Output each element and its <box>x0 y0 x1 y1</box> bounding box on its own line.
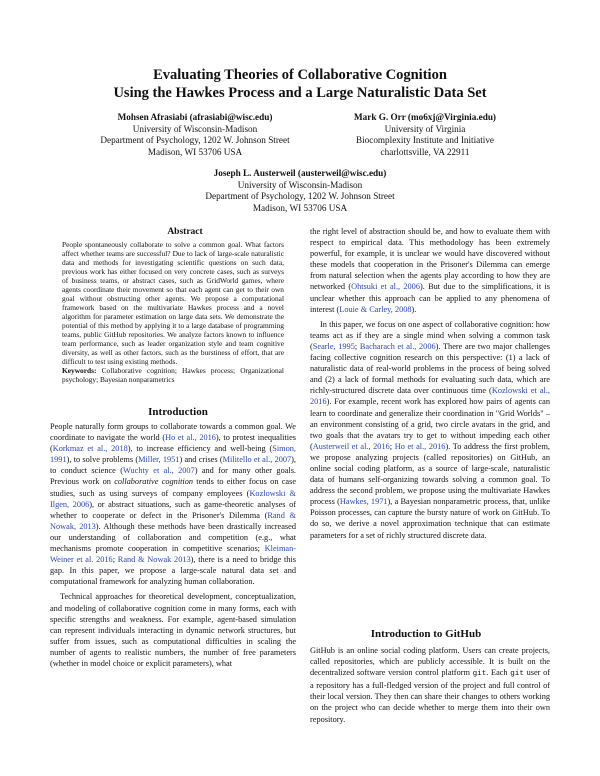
citation-link[interactable]: Louie & Carley, 2008 <box>339 304 412 314</box>
author-affiliation: University of Wisconsin-Madison <box>132 123 258 134</box>
citation-link[interactable]: Kozlowski & Ilgen, 2006 <box>50 488 297 509</box>
author-affiliation: University of Wisconsin-Madison <box>237 179 363 190</box>
citation-link[interactable]: Bacharach et al., 2006 <box>359 341 436 351</box>
citation-link[interactable]: Hawkes, 1971 <box>339 497 388 507</box>
code-term: git <box>510 670 524 679</box>
citation-link[interactable]: Ohtsuki et al., 2006 <box>351 282 420 292</box>
author-affiliation: Biocomplexity Institute and Initiative <box>355 135 495 146</box>
citation-link[interactable]: Korkmaz et al., 2018 <box>52 444 128 454</box>
author-name: Joseph L. Austerweil (austerweil@wisc.edu) <box>213 168 387 178</box>
citation-link[interactable]: Ho et al., 2016 <box>394 441 446 451</box>
title-line-2: Using the Hawkes Process and a Large Naturalistic Data Set <box>113 85 487 101</box>
author-affiliation: Madison, WI 53706 USA <box>147 146 243 157</box>
section-heading-introduction: Introduction <box>148 406 208 418</box>
intro-paragraph-2: Technical approaches for theoretical development, conceptualization, and modeling of collaborative cognition come in many forms, each with specific strengths and weakness. For example, agent-based simulation can represent individuals interacting in dynamic network structures, but suffer from issues, such as computational difficulties in scaling the number of agents to realistic numbers, the number of free parameters (whether in model choice or explicit parameters), what <box>50 592 296 668</box>
author-block-2 <box>300 112 550 158</box>
abstract-heading: Abstract <box>167 227 203 237</box>
author-affiliation: University of Virginia <box>384 123 466 134</box>
right-column-body <box>310 226 550 541</box>
left-column-body <box>50 421 296 669</box>
author-affiliation: Department of Psychology, 1202 W. Johnson Street <box>100 135 290 146</box>
author-affiliation: Department of Psychology, 1202 W. Johnson Street <box>205 191 395 202</box>
author-affiliation: charlottsville, VA 22911 <box>380 146 470 157</box>
citation-link[interactable]: Ho et al., 2016 <box>165 433 216 443</box>
author-block-3 <box>150 168 450 214</box>
title-line-1: Evaluating Theories of Collaborative Cognition <box>153 67 447 83</box>
abstract-body <box>62 240 284 384</box>
section-heading-github: Introduction to GitHub <box>370 628 482 640</box>
author-affiliation: Madison, WI 53706 USA <box>252 202 348 213</box>
citation-link[interactable]: Kozlowski et al., 2016 <box>310 386 550 407</box>
author-name: Mark G. Orr (mo6xj@Virginia.edu) <box>353 112 496 122</box>
citation-link[interactable]: Austerweil et al., 2016 <box>312 441 390 451</box>
intro-paragraph-1: People naturally form groups to collaborate towards a common goal. We coordinate to navigate the world (Ho et al., 2016), to protest inequalities (Korkmaz et al., 2018), to increase efficiency and well-being (Simon, 1991), to solve problems (Miller, 1951) and crises (Militello et al., 2007), to conduct science (Wuchty et al., 2007) and for many other goals. Previous work on collaborative cognition tends to either focus on case studies, such as using surveys of company employees (Kozlowski & Ilgen, 2006), or abstract situations, such as game-theoretic analyses of whether to cooperate or defect in the Prisoner's Dilemma (Rand & Nowak, 2013). Although these methods have been drastically increased our understanding of collaboration and competition (e.g., what mechanisms promote cooperation in competitive scenarios; Kleiman-Weiner et al. 2016; Rand & Nowak 2013), there is a need to bridge this gap. In this paper, we propose a large-scale natural data set and computational framework for analyzing human collaboration. <box>50 422 297 587</box>
citation-link[interactable]: Militello et al., 2007 <box>222 455 292 465</box>
keywords-label: Keywords: <box>62 366 97 375</box>
citation-link[interactable]: Simon, 1991 <box>50 444 296 465</box>
intro-paragraph-3: In this paper, we focus on one aspect of collaborative cognition: how teams act as if they are a single mind when solving a common task (Searle, 1995; Bacharach et al., 2006). There are two major challenges facing collective cognition research on this perspective: (1) a lack of naturalistic data of real-world problems in the process of being solved and (2) a lack of formal methods for evaluating such data, which are richly-structured discrete data over continuous time (Kozlowski et al., 2016). For example, recent work has explored how pairs of agents can learn to coordinate and generalize their coordination in "Grid Worlds" – an environment consisting of a grid, two circle avatars in the grid, and two goals that the avatars try to get to without impeding each other (Austerweil et al., 2016; Ho et al., 2016). To address the first problem, we propose analyzing projects (called repositories) on GitHub, an online social coding platform, as a source of large-scale, naturalistic data of humans self-organizing towards solving a common goal. To address the second problem, we propose using the multivariate Hawkes process (Hawkes, 1971), a Bayesian nonparametric process, that, unlike Poisson processes, can capture the bursty nature of work on GitHub. To do so, we derive a novel approximation technique that can estimate parameters for a set of richly structured discrete data. <box>310 319 550 540</box>
citation-link[interactable]: Kleiman-Weiner et al. 2016 <box>50 544 296 565</box>
citation-link[interactable]: Miller, 1951 <box>138 455 180 465</box>
github-paragraph-1: GitHub is an online social coding platform. Users can create projects, called repositories, which are publicly accessible. It is built on the decentralized software version control platform git. Each git user of a repository has a full-fledged version of the project and full control of their local version. They then can share their changes to others working on the project who can decide whether to merge them into their own repository. <box>310 646 550 724</box>
citation-link[interactable]: Wuchty et al., 2007 <box>122 466 195 476</box>
author-block-1 <box>70 112 320 158</box>
intro-paragraph-2-continued: the right level of abstraction should be, and how to evaluate them with respect to empirical data. This methodology has been extremely powerful, for example, it is unclear we would have discovered without these models that cooperation in the Prisoner's Dilemma can emerge from natural selection when the agents play according to how they are networked (Ohtsuki et al., 2006). But due to the simplifications, it is unclear whether this approach can be applied to any phenomena of interest (Louie & Carley, 2008). <box>310 227 551 314</box>
citation-link[interactable]: Rand & Nowak 2013 <box>117 555 191 565</box>
github-section-body <box>310 645 550 725</box>
citation-link[interactable]: Rand & Nowak, 2013 <box>50 510 296 531</box>
paper-title <box>0 66 600 102</box>
author-name: Mohsen Afrasiabi (afrasiabi@wisc.edu) <box>117 112 273 122</box>
citation-link[interactable]: Searle, 1995 <box>312 341 355 351</box>
code-term: git <box>472 670 487 679</box>
abstract-text: People spontaneously collaborate to solve a common goal. What factors affect whether teams are successful? Due to lack of large-scale naturalistic data and methods for investigating scientific questions on such data, previous work has either focused on very concrete cases, such as surveys of business teams, or abstract cases, such as GridWorld games, where agents coordinate their movement so that each agent can get to their own goal without obstructing other agents. We propose a computational framework based on the multivariate Hawkes process and a novel algorithm for parameter estimation on large data sets. We demonstrate the potential of this method by applying it to a large database of programming teams, public GitHub repositories. We analyze factors known to influence team performance, such as leader organization style and team cognitive diversity, as well as other factors, such as the burstiness of effort, that are difficult to test using existing methods. <box>62 240 284 366</box>
emphasis-term: collaborative cognition <box>114 477 194 487</box>
keywords-text: Collaborative cognition; Hawkes process; Organizational psychology; Bayesian nonparametrics <box>62 366 284 384</box>
